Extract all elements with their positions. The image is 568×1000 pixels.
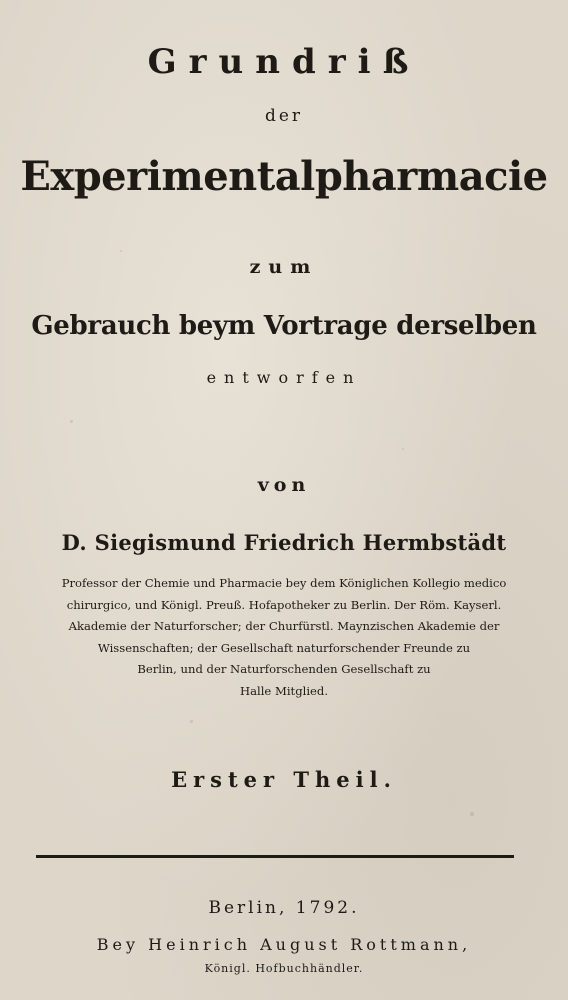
- place-and-year: Berlin, 1792.: [208, 898, 360, 918]
- credential-line: Wissenschaften; der Gesellschaft naturforschender Freunde zu: [97, 640, 471, 655]
- credential-line: chirurgico, und Königl. Preuß. Hofapotheker zu Berlin. Der Röm. Kayserl.: [66, 597, 502, 612]
- foxing-spot: [70, 420, 73, 423]
- foxing-spot: [120, 250, 122, 252]
- purpose-connector: zum: [249, 256, 319, 278]
- foxing-spot: [470, 812, 474, 816]
- volume-part: Erster Theil.: [171, 767, 397, 792]
- publisher-role: Königl. Hofbuchhändler.: [204, 962, 364, 975]
- drafted-text: entworfen: [206, 368, 362, 387]
- purpose-text: Gebrauch beym Vortrage derselben: [31, 311, 537, 341]
- book-title: Grundriß: [147, 42, 421, 82]
- foxing-spot: [190, 720, 193, 723]
- divider-rule: [36, 855, 514, 858]
- title-connector: der: [264, 106, 304, 126]
- author-name: D. Siegismund Friedrich Hermbstädt: [61, 530, 507, 555]
- by-text: von: [257, 474, 311, 496]
- credential-line: Berlin, und der Naturforschenden Gesellschaft zu: [137, 662, 431, 676]
- credential-line: Professor der Chemie und Pharmacie bey dem Königlichen Kollegio medico: [61, 576, 507, 590]
- credential-line: Halle Mitglied.: [239, 683, 329, 698]
- foxing-spot: [402, 448, 404, 450]
- credential-line: Akademie der Naturforscher; der Churfürstl. Maynzischen Akademie der: [68, 619, 500, 633]
- publisher-name: Bey Heinrich August Rottmann,: [96, 935, 472, 954]
- book-main-title: Experimentalpharmacie: [20, 153, 548, 200]
- author-credentials: [38, 573, 530, 702]
